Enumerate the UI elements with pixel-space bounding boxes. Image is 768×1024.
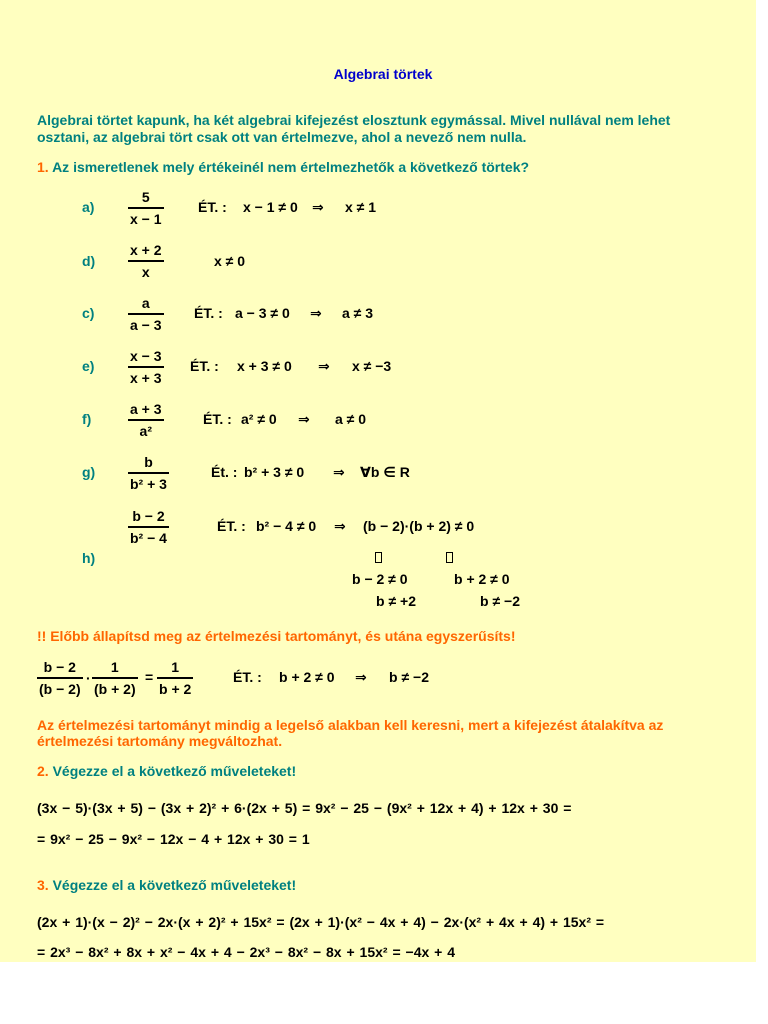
item-a-label: a) [82,199,95,215]
intro-line-1: Algebrai törtet kapunk, ha két algebrai kifejezést elosztunk egymással. Mivel nullával nem lehet [37,112,671,128]
note-text: !! Előbb állapítsd meg az értelmezési tartományt, és utána egyszerűsíts! [37,628,516,644]
item-c-result: a ≠ 3 [342,305,374,321]
item-a-et-label: ÉT. : [198,199,227,215]
item-g-denominator: b² + 3 [130,475,167,492]
item-g-numerator: b [144,454,153,470]
item-a-result: x ≠ 1 [345,199,377,215]
example-multiply-dot: · [86,670,91,686]
task-3-equation-line-1: (2x + 1)·(x − 2)² − 2x·(x + 2)² + 15x² = (2x + 1)·(x² − 4x + 4) − 2x·(x² + 4x + 4) + 15x² = [37,914,605,930]
task-1-number: 1. [37,159,49,175]
item-d-numerator: x + 2 [130,242,162,258]
item-f-denominator: a² [139,422,152,439]
item-h-numerator: b − 2 [132,508,165,524]
item-h-denominator: b² − 4 [130,529,167,546]
item-a-fraction [128,189,164,227]
task-2-text: Végezze el a következő műveleteket! [52,763,297,779]
item-c-numerator: a [141,295,150,311]
item-g-fraction [128,454,169,492]
item-h-fraction [128,508,169,546]
item-a-implies: ⇒ [312,199,324,215]
example-fraction-1 [37,659,83,697]
item-f-condition: a² ≠ 0 [241,411,277,427]
item-h-label: h) [82,550,96,566]
example-implies: ⇒ [355,669,367,685]
task-3-number: 3. [37,877,49,893]
example-fraction-3 [157,659,193,697]
example-fraction-2-numerator: 1 [110,659,119,675]
task-3-heading [37,877,296,893]
item-c-denominator: a − 3 [130,316,162,333]
missing-glyph-icon [375,552,382,563]
item-e-result: x ≠ −3 [352,358,392,374]
task-2-heading [37,763,296,779]
example-result: b ≠ −2 [389,669,429,685]
task-1-heading [37,159,529,175]
item-c-fraction [128,295,164,333]
item-d-result: x ≠ 0 [214,253,246,269]
item-c-label: c) [82,305,95,321]
example-et-label: ÉT. : [233,669,262,685]
task-3-text: Végezze el a következő műveleteket! [52,877,297,893]
item-f-numerator: a + 3 [130,401,162,417]
task-2-equation-line-1: (3x − 5)·(3x + 5) − (3x + 2)² + 6·(2x + 5) = 9x² − 25 − (9x² + 12x + 4) + 12x + 30 = [37,800,572,816]
missing-glyph-icon [446,552,453,563]
item-a-numerator: 5 [141,189,150,205]
page-title: Algebrai törtek [333,66,433,82]
item-e-numerator: x − 3 [130,348,162,364]
example-equals: = [145,669,154,685]
warning-line-2: értelmezési tartomány megváltozhat. [37,733,283,749]
item-c-condition: a − 3 ≠ 0 [235,305,290,321]
item-g-label: g) [82,464,96,480]
item-e-et-label: ÉT. : [190,358,219,374]
task-3-equation-line-2: = 2x³ − 8x² + 8x + x² − 4x + 4 − 2x³ − 8x² − 8x + 15x² = −4x + 4 [37,944,456,960]
item-g-implies: ⇒ [333,464,345,480]
example-fraction-1-denominator: (b − 2) [39,680,81,697]
example-fraction-3-denominator: b + 2 [159,680,192,697]
item-h-condition: b² − 4 ≠ 0 [256,518,317,534]
item-h-branch-2-result: b ≠ −2 [480,593,520,609]
item-f-result: a ≠ 0 [335,411,367,427]
item-f-et-label: ÉT. : [203,411,232,427]
example-fraction-2-denominator: (b + 2) [94,680,136,697]
example-fraction-3-numerator: 1 [171,659,180,675]
example-fraction-2 [92,659,138,697]
item-c-et-label: ÉT. : [194,305,223,321]
item-e-fraction [128,348,164,386]
warning-line-1: Az értelmezési tartományt mindig a legelső alakban kell keresni, mert a kifejezést átalakítva az [37,717,664,733]
item-h-result: (b − 2)·(b + 2) ≠ 0 [363,518,475,534]
item-a-condition: x − 1 ≠ 0 [243,199,298,215]
item-e-condition: x + 3 ≠ 0 [237,358,292,374]
item-e-denominator: x + 3 [130,369,162,386]
item-h-implies: ⇒ [334,518,346,534]
example-fraction-1-numerator: b − 2 [43,659,76,675]
intro-line-2: osztani, az algebrai tört csak ott van értelmezve, ahol a nevező nem nulla. [37,129,527,145]
item-d-label: d) [82,253,96,269]
item-d-fraction [128,242,164,280]
item-c-implies: ⇒ [310,305,322,321]
task-2-number: 2. [37,763,49,779]
item-h-branch-2-condition: b + 2 ≠ 0 [454,571,510,587]
item-g-result: ∀b ∈ R [360,464,410,480]
item-g-et-label: Ét. : [211,464,238,480]
item-h-et-label: ÉT. : [217,518,246,534]
item-h-branch-1-result: b ≠ +2 [376,593,416,609]
item-e-implies: ⇒ [318,358,330,374]
item-d-denominator: x [141,263,150,280]
item-f-implies: ⇒ [298,411,310,427]
item-g-condition: b² + 3 ≠ 0 [244,464,305,480]
item-a-denominator: x − 1 [130,210,162,227]
item-f-label: f) [82,411,92,427]
item-e-label: e) [82,358,95,374]
task-1-text: Az ismeretlenek mely értékeinél nem értelmezhetők a következő törtek? [52,159,530,175]
task-2-equation-line-2: = 9x² − 25 − 9x² − 12x − 4 + 12x + 30 = 1 [37,831,310,847]
item-h-branch-1-condition: b − 2 ≠ 0 [352,571,408,587]
example-condition: b + 2 ≠ 0 [279,669,335,685]
item-f-fraction [128,401,164,439]
